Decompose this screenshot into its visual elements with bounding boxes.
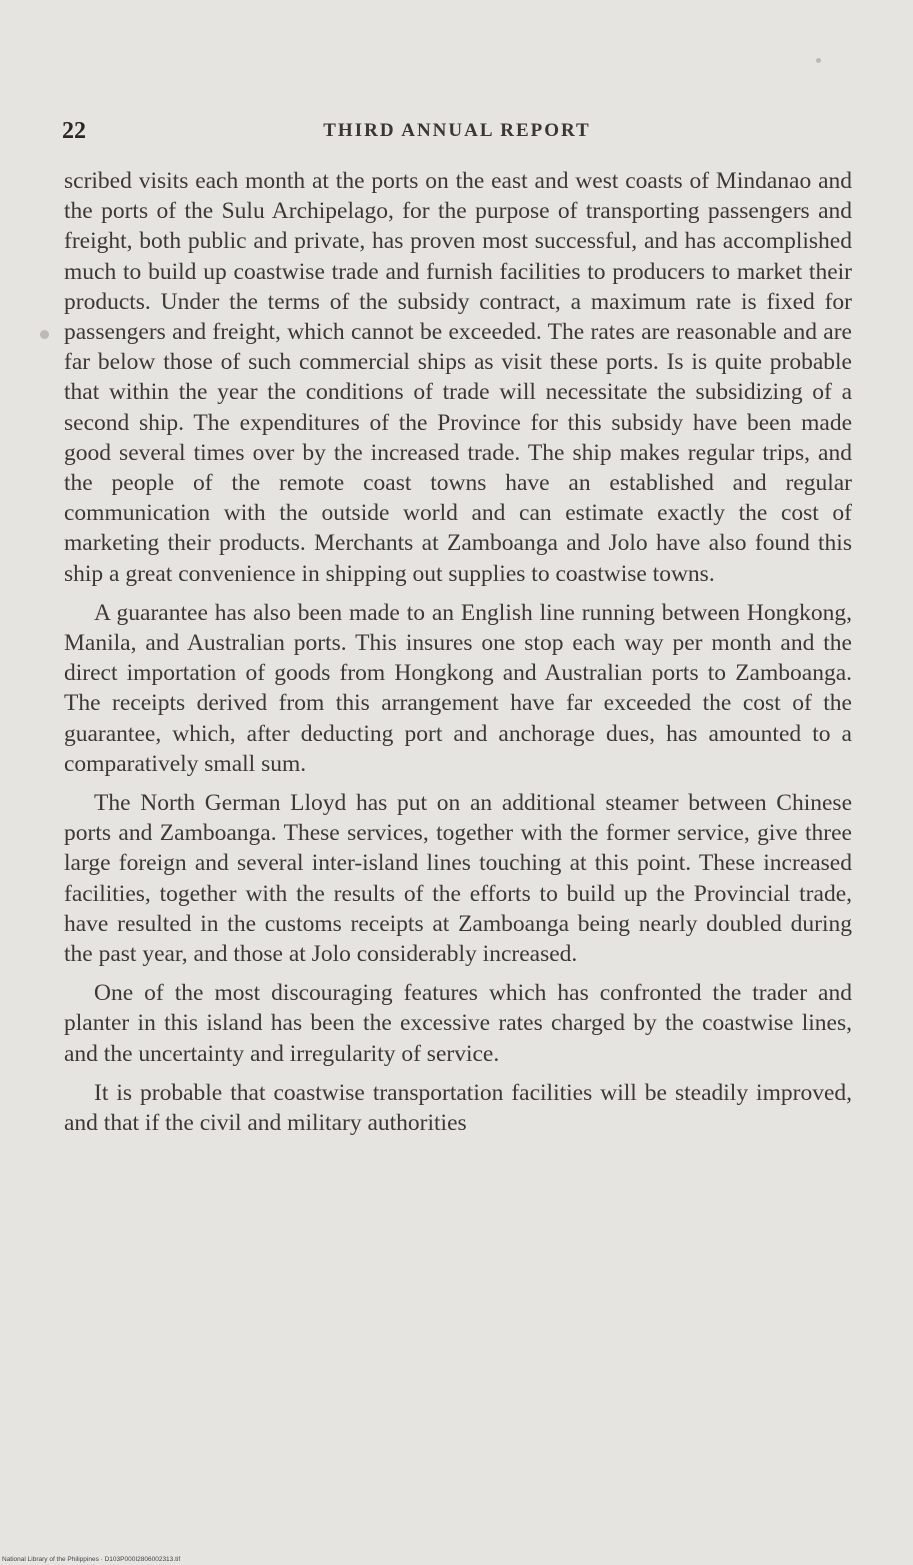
paragraph: A guarantee has also been made to an English line running between Hongkong, Manila, and Australian ports. This insures one stop each way per month and the direct importation of goods from Hongkong and Australian ports to Zamboanga. The receipts derived from this arrangement have far exceeded the cost of the guarantee, which, after deducting port and anchorage dues, has amounted to a comparatively small sum.	[64, 599, 852, 777]
page-header	[62, 118, 852, 150]
running-head: THIRD ANNUAL REPORT	[323, 120, 591, 141]
paragraph: It is probable that coastwise transportation facilities will be steadily improved, and that if the civil and military authorities	[64, 1079, 852, 1137]
scan-credit: National Library of the Philippines · D103P000I2806002313.tif	[2, 1556, 181, 1563]
paragraph: scribed visits each month at the ports on the east and west coasts of Mindanao and the ports of the Sulu Archipelago, for the purpose of transporting passengers and freight, both public and private, has proven most successful, and has accomplished much to build up coastwise trade and furnish facilities to producers to market their products. Under the terms of the subsidy contract, a maximum rate is fixed for passengers and freight, which cannot be exceeded. The rates are reasonable and are far below those of such commercial ships as visit these ports. Is is quite probable that within the year the conditions of trade will necessitate the subsidizing of a second ship. The expenditures of the Province for this subsidy have been made good several times over by the increased trade. The ship makes regular trips, and the people of the remote coast towns have an established and regular communication with the outside world and can estimate exactly the cost of marketing their products. Merchants at Zamboanga and Jolo have also found this ship a great convenience in shipping out supplies to coastwise towns.	[64, 168, 852, 587]
scan-speck	[816, 58, 821, 63]
scan-speck	[40, 330, 49, 339]
page-number: 22	[62, 118, 86, 144]
body-text	[64, 166, 852, 1147]
paragraph: The North German Lloyd has put on an additional steamer between Chinese ports and Zamboanga. These services, together with the former service, give three large foreign and several inter-island lines touching at this point. These increased facilities, together with the results of the efforts to build up the Provincial trade, have resulted in the customs receipts at Zamboanga being nearly doubled during the past year, and those at Jolo considerably increased.	[64, 790, 852, 968]
paragraph: One of the most discouraging features which has confronted the trader and planter in this island has been the excessive rates charged by the coastwise lines, and the uncertainty and irregularity of service.	[64, 980, 852, 1067]
